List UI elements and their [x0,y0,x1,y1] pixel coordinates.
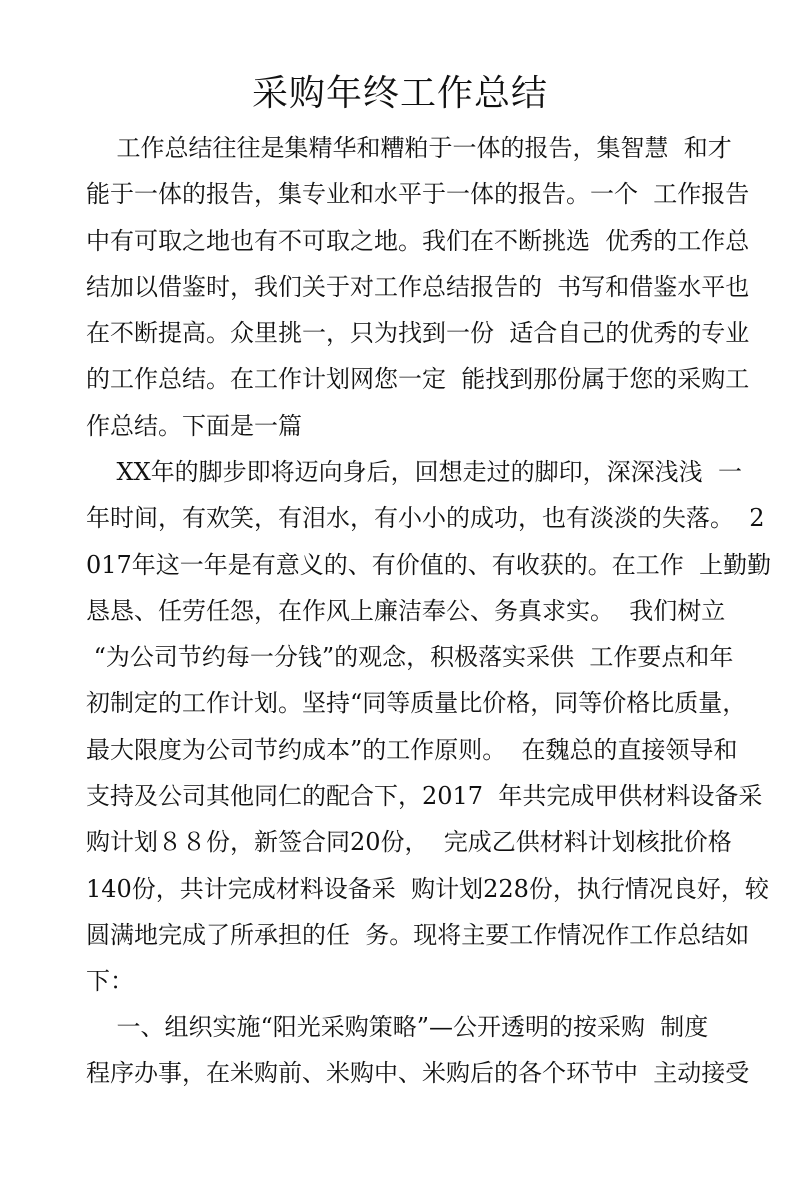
text-line: 恳恳、任劳任怨，在作风上廉洁奉公、务真求实。 我们树立 [86,596,726,625]
text-line: “为公司节约每一分钱”的观念，积极落实采供 工作要点和年 [86,643,734,672]
paragraph-intro [86,125,750,449]
text-line: 中有可取之地也有不可取之地。我们在不断挑选 优秀的工作总 [86,226,750,255]
text-line: 年时间，有欢笑，有泪水，有小小的成功，也有淡淡的失落。 2 [86,504,765,533]
text-line: 工作总结往往是集精华和糟粕于一体的报告，集智慧 和才 [86,134,732,162]
text-line: 140份，共计完成材料设备采 购计划228份，执行情况良好，较 [86,874,769,903]
text-line: 结加以借鉴时，我们关于对工作总结报告的 书写和借鉴水平也 [86,272,750,301]
text-line: 支持及公司其他同仁的配合下，2017 年共完成甲供材料设备采 [86,782,763,811]
paragraph-summary [86,449,772,1005]
text-line: 下： [86,967,134,996]
text-line: 的工作总结。在工作计划网您一定 能找到那份属于您的采购工 [86,365,750,394]
text-line: 购计划８８份，新签合同20份， 完成乙供材料计划核批价格 [86,828,732,857]
text-line: 圆满地完成了所承担的任 务。现将主要工作情况作工作总结如 [86,920,750,949]
text-line: 初制定的工作计划。坚持“同等质量比价格，同等价格比质量， [86,689,747,718]
paragraph-section-one [86,1004,750,1097]
text-line: 作总结。下面是一篇 [86,411,302,440]
text-line: 一、组织实施“阳光采购策略”—公开透明的按采购 制度 [86,1013,709,1041]
text-line: 在不断提高。众里挑一，只为找到一份 适合自己的优秀的专业 [86,319,750,348]
text-line: 程序办事，在米购前、米购中、米购后的各个环节中 主动接受 [86,1059,750,1088]
document-title: 采购年终工作总结 [251,73,548,114]
text-line: 最大限度为公司节约成本”的工作原则。 在魏总的直接领导和 [86,735,738,764]
text-line: XX年的脚步即将迈向身后，回想走过的脚印，深深浅浅 一 [86,458,742,486]
text-line: 能于一体的报告，集专业和水平于一体的报告。一个 工作报告 [86,180,750,209]
text-line: 017年这一年是有意义的、有价值的、有收获的。在工作 上勤勤 [86,550,772,579]
